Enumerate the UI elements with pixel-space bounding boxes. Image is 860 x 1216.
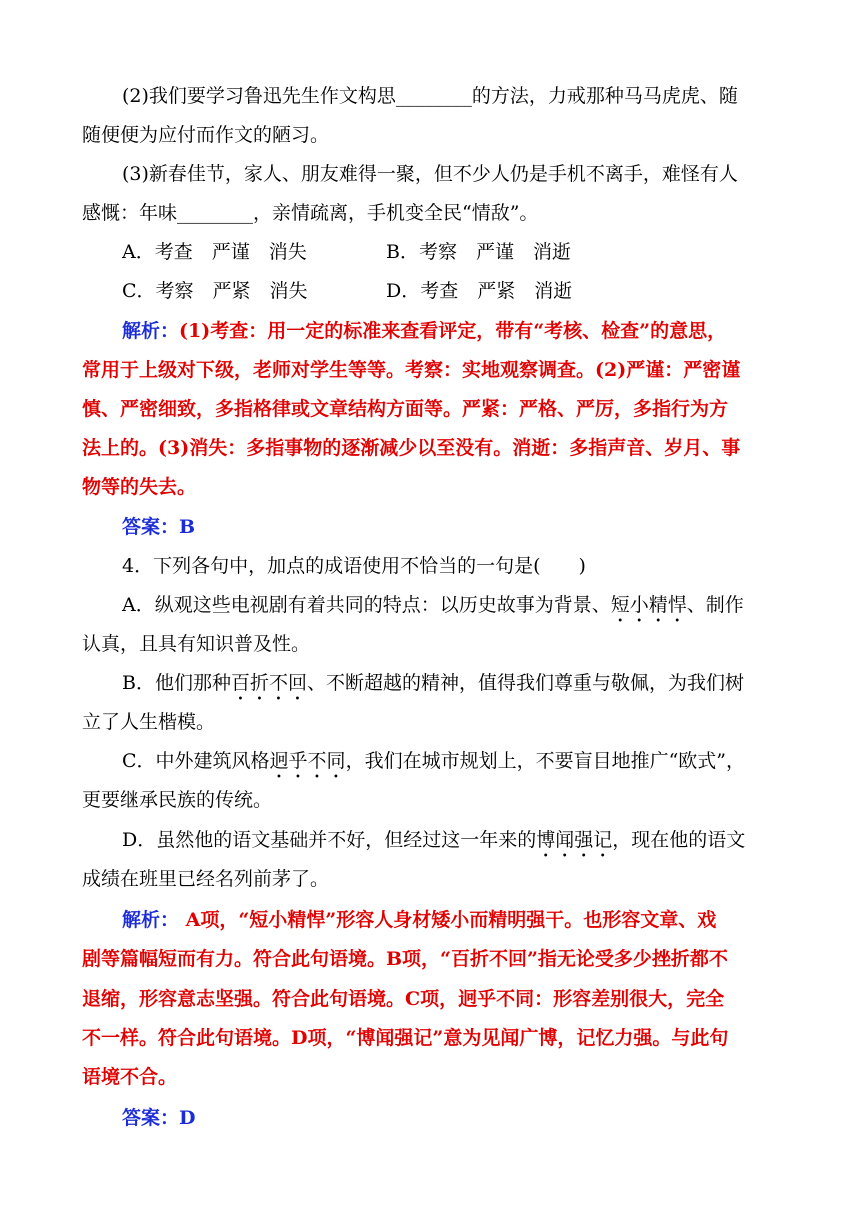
q4-b-text-post: 、不断超越的精神，值得我们尊重与敬佩，为我们树 — [306, 672, 744, 694]
q4-c-text-post: ，我们在城市规划上，不要盲目地推广“欧式”， — [345, 750, 745, 772]
q4-c-text: C．中外建筑风格 — [122, 750, 270, 772]
q3-answer-value: B — [179, 516, 196, 538]
q3-analysis-line-3: 慎、严密细致，多指格律或文章结构方面等。严紧：严格、严厉，多指行为方 — [82, 398, 729, 420]
q4-analysis-line-5: 语境不合。 — [82, 1066, 178, 1088]
q4-option-b-line-1 — [122, 670, 744, 705]
q4-a-idiom: 短小精悍 — [610, 594, 687, 616]
q4-stem: 4．下列各句中，加点的成语使用不恰当的一句是( ) — [122, 555, 586, 577]
q4-d-idiom: 博闻强记 — [536, 829, 613, 851]
q4-a-text: A．纵观这些电视剧有着共同的特点：以历史故事为背景、 — [122, 594, 611, 616]
q4-d-text-post: ，现在他的语文 — [612, 829, 746, 851]
q4-b-text: B．他们那种 — [122, 672, 231, 694]
q4-answer-value: D — [179, 1107, 196, 1129]
q3-analysis-line-4: 法上的。(3)消失：多指事物的逐渐减少以至没有。消逝：多指声音、岁月、事 — [82, 437, 741, 459]
q4-analysis-text-1: A项，“短小精悍”形容人身材矮小而精明强干。也形容文章、戏 — [179, 909, 717, 931]
q4-option-a-line-1 — [122, 592, 744, 627]
q3-analysis-line-1 — [122, 318, 726, 344]
q3-option-c: C．考察 严紧 消失 — [122, 280, 308, 302]
q4-option-c-line-1 — [122, 748, 745, 783]
q3-analysis-line-5: 物等的失去。 — [82, 476, 197, 498]
q3-option-b: B．考察 严谨 消逝 — [386, 241, 571, 263]
q4-option-b-line-2: 立了人生楷模。 — [82, 711, 216, 733]
q3-line-3: (3)新春佳节，家人、朋友难得一聚，但不少人仍是手机不离手，难怪有人 — [122, 163, 738, 185]
q4-analysis-line-3: 退缩，形容意志坚强。符合此句语境。C项，迥乎不同：形容差别很大，完全 — [82, 988, 725, 1010]
q4-c-idiom: 迥乎不同 — [269, 750, 346, 772]
q3-line-4: 感慨：年味________，亲情疏离，手机变全民“情敌”。 — [82, 202, 539, 224]
q3-line-1: (2)我们要学习鲁迅先生作文构思________的方法，力戒那种马马虎虎、随 — [122, 85, 738, 107]
q4-option-d-line-1 — [122, 827, 745, 862]
q4-a-text-post: 、制作 — [686, 594, 744, 616]
q4-b-idiom: 百折不回 — [230, 672, 307, 694]
q4-d-text: D．虽然他的语文基础并不好，但经过这一年来的 — [122, 829, 537, 851]
q3-analysis-text-1: (1)考查：用一定的标准来查看评定，带有“考核、检查”的意思， — [179, 320, 727, 342]
q4-option-a-line-2: 认真，且具有知识普及性。 — [82, 633, 311, 655]
q4-option-d-line-2: 成绩在班里已经名列前茅了。 — [82, 868, 330, 890]
q3-answer-label: 答案： — [122, 516, 180, 538]
q4-analysis-line-1 — [122, 907, 716, 933]
q4-analysis-line-4: 不一样。符合此句语境。D项，“博闻强记”意为见闻广博，记忆力强。与此句 — [82, 1027, 729, 1049]
q3-analysis-line-2: 常用于上级对下级，老师对学生等等。考察：实地观察调查。(2)严谨：严密谨 — [82, 359, 741, 381]
q3-options-row-1 — [122, 239, 571, 265]
q4-analysis-line-2: 剧等篇幅短而有力。符合此句语境。B项，“百折不回”指无论受多少挫折都不 — [82, 948, 728, 970]
q4-answer — [122, 1105, 196, 1131]
q3-options-row-2 — [122, 278, 573, 304]
q3-answer — [122, 514, 195, 540]
q4-option-c-line-2: 更要继承民族的传统。 — [82, 789, 273, 811]
q4-analysis-label: 解析： — [122, 909, 180, 931]
q3-analysis-label: 解析： — [122, 320, 180, 342]
q3-option-a: A．考查 严谨 消失 — [122, 241, 307, 263]
q3-line-2: 随便便为应付而作文的陋习。 — [82, 124, 330, 146]
q4-answer-label: 答案： — [122, 1107, 180, 1129]
q3-option-d: D．考查 严紧 消逝 — [386, 280, 573, 302]
